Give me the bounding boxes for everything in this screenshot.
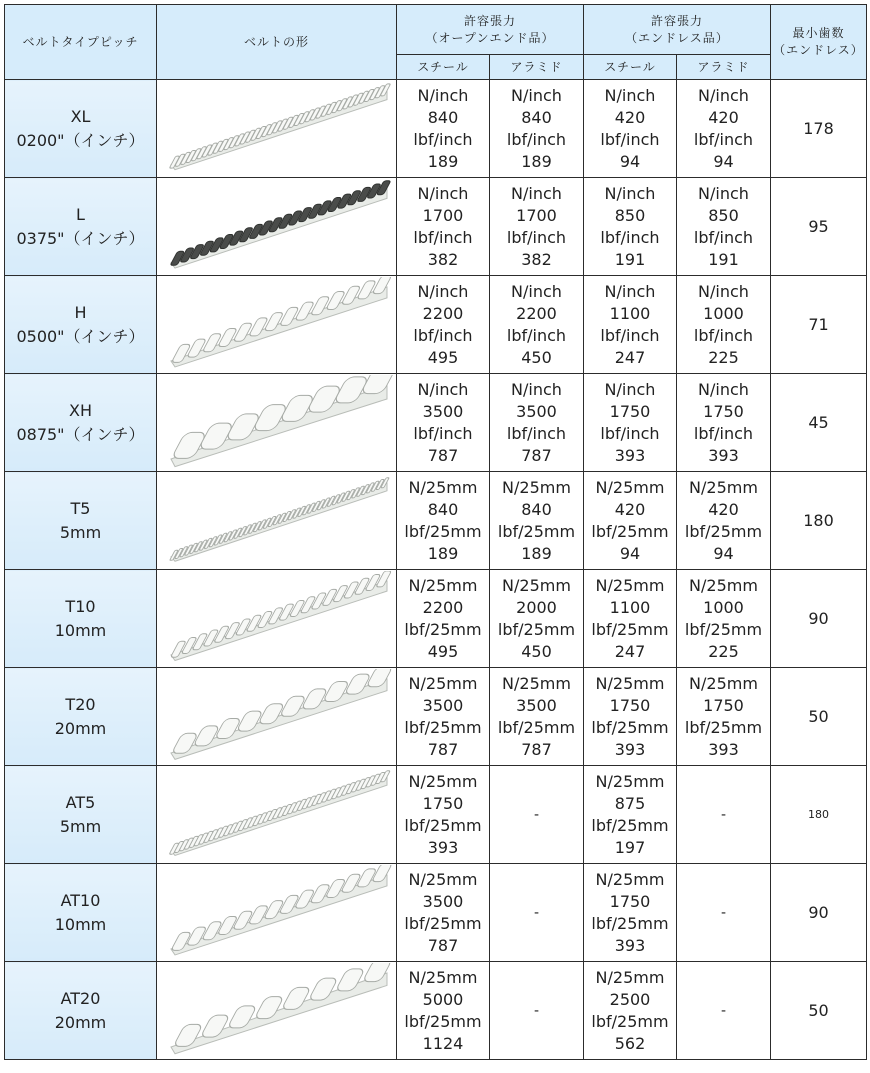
tension-endless-aramid-cell bbox=[677, 766, 771, 864]
belt-type-cell bbox=[5, 80, 157, 178]
belt-shape-cell bbox=[157, 472, 397, 570]
tension-value: N/inch bbox=[417, 85, 469, 105]
tension-value: 787 bbox=[521, 739, 552, 759]
tension-value: 840 bbox=[427, 107, 459, 127]
not-available-dash: - bbox=[533, 1002, 540, 1019]
timing-belt-h-icon bbox=[157, 277, 395, 373]
tension-endless-aramid-cell bbox=[677, 668, 771, 766]
tension-value: lbf/inch bbox=[693, 129, 754, 149]
tension-value: lbf/inch bbox=[600, 325, 660, 345]
belt-type-label: H bbox=[74, 302, 87, 322]
tension-value: 94 bbox=[713, 151, 734, 171]
table-row bbox=[5, 374, 867, 472]
tension-open-steel-cell bbox=[397, 864, 490, 962]
belt-type-cell bbox=[5, 570, 157, 668]
tension-value: 420 bbox=[614, 107, 646, 127]
belt-spec-table bbox=[4, 4, 867, 1060]
tension-value: 393 bbox=[614, 739, 646, 759]
header-tension-open bbox=[397, 5, 584, 55]
tension-value: lbf/inch bbox=[693, 423, 754, 443]
tension-value: lbf/25mm bbox=[591, 521, 669, 541]
tension-value: 450 bbox=[521, 347, 552, 367]
tension-endless-steel-cell bbox=[584, 766, 677, 864]
tension-value: 840 bbox=[521, 499, 552, 519]
min-teeth-cell: 50 bbox=[771, 962, 867, 1060]
belt-pitch-label: 0875"（インチ） bbox=[16, 424, 145, 444]
header-open-steel: スチール bbox=[397, 55, 490, 80]
tension-value: 495 bbox=[427, 641, 459, 661]
tension-value: 2200 bbox=[422, 597, 464, 617]
tension-value: 787 bbox=[427, 445, 459, 465]
tension-endless-steel-cell bbox=[584, 570, 677, 668]
tension-value: 1000 bbox=[703, 597, 744, 617]
tension-value: 191 bbox=[614, 249, 646, 269]
tension-open-aramid-cell bbox=[490, 276, 584, 374]
tension-value: N/inch bbox=[698, 379, 749, 399]
header-tension-endless-line2: （エンドレス品） bbox=[625, 30, 729, 45]
tension-value: 450 bbox=[521, 641, 552, 661]
tension-value: 1750 bbox=[703, 695, 744, 715]
belt-pitch-label: 10mm bbox=[54, 914, 107, 934]
tension-endless-steel-cell bbox=[584, 668, 677, 766]
tension-endless-aramid-cell bbox=[677, 962, 771, 1060]
tension-value: 2000 bbox=[516, 597, 557, 617]
tension-value: 225 bbox=[708, 347, 739, 367]
min-teeth-cell: 45 bbox=[771, 374, 867, 472]
belt-shape-cell bbox=[157, 276, 397, 374]
belt-pitch-label: 0375"（インチ） bbox=[16, 228, 145, 248]
belt-type-label: AT5 bbox=[65, 792, 96, 812]
tension-value: 1100 bbox=[609, 597, 651, 617]
not-available-dash: - bbox=[533, 904, 540, 921]
tension-value: lbf/inch bbox=[600, 129, 660, 149]
tension-value: 1700 bbox=[516, 205, 557, 225]
tension-open-steel-cell bbox=[397, 570, 490, 668]
header-tension-endless bbox=[584, 5, 771, 55]
min-teeth-cell: 180 bbox=[771, 766, 867, 864]
tension-value: 3500 bbox=[422, 401, 464, 421]
tension-open-aramid-cell bbox=[490, 570, 584, 668]
table-row bbox=[5, 766, 867, 864]
tension-open-aramid-cell bbox=[490, 472, 584, 570]
tension-value: 850 bbox=[614, 205, 646, 225]
tension-value: 787 bbox=[427, 935, 459, 955]
belt-pitch-label: 10mm bbox=[54, 620, 107, 640]
tension-value: N/inch bbox=[604, 85, 656, 105]
tension-open-aramid-cell bbox=[490, 668, 584, 766]
tension-value: N/inch bbox=[698, 183, 749, 203]
tension-value: 420 bbox=[708, 107, 739, 127]
belt-pitch-label: 0200"（インチ） bbox=[16, 130, 145, 150]
table-row bbox=[5, 472, 867, 570]
belt-type-cell bbox=[5, 374, 157, 472]
tension-endless-steel-cell bbox=[584, 80, 677, 178]
tension-open-aramid-cell bbox=[490, 374, 584, 472]
tension-value: 1750 bbox=[609, 891, 651, 911]
tension-value: N/25mm bbox=[595, 771, 665, 791]
tension-value: lbf/25mm bbox=[404, 1011, 482, 1031]
tension-value: 189 bbox=[427, 543, 459, 563]
tension-endless-steel-cell bbox=[584, 472, 677, 570]
timing-belt-t10-icon bbox=[157, 571, 395, 667]
tension-value: lbf/25mm bbox=[404, 913, 482, 933]
belt-shape-cell bbox=[157, 570, 397, 668]
tension-value: lbf/25mm bbox=[404, 521, 482, 541]
belt-pitch-label: 5mm bbox=[59, 522, 102, 542]
header-belt-type-pitch: ベルトタイプピッチ bbox=[5, 5, 157, 80]
belt-type-label: T10 bbox=[65, 596, 96, 616]
tension-endless-aramid-cell bbox=[677, 864, 771, 962]
tension-endless-steel-cell bbox=[584, 178, 677, 276]
header-tension-open-line1: 許容張力 bbox=[463, 13, 516, 28]
tension-value: N/inch bbox=[511, 379, 562, 399]
tension-value: lbf/25mm bbox=[591, 815, 669, 835]
tension-value: N/inch bbox=[604, 183, 656, 203]
tension-value: N/25mm bbox=[595, 673, 665, 693]
min-teeth-cell: 90 bbox=[771, 570, 867, 668]
belt-type-cell bbox=[5, 766, 157, 864]
tension-value: lbf/inch bbox=[506, 423, 567, 443]
timing-belt-xh-icon bbox=[157, 375, 395, 471]
tension-value: 225 bbox=[708, 641, 739, 661]
tension-value: lbf/25mm bbox=[497, 717, 576, 737]
tension-value: N/25mm bbox=[689, 673, 758, 693]
timing-belt-at20-icon bbox=[157, 963, 395, 1059]
tension-value: 1000 bbox=[703, 303, 744, 323]
belt-type-label: XH bbox=[69, 400, 92, 420]
tension-value: 189 bbox=[521, 543, 552, 563]
tension-value: lbf/inch bbox=[413, 423, 473, 443]
tension-value: 393 bbox=[708, 739, 739, 759]
header-endless-steel: スチール bbox=[584, 55, 677, 80]
tension-value: 393 bbox=[614, 445, 646, 465]
tension-value: lbf/inch bbox=[693, 227, 754, 247]
tension-value: 495 bbox=[427, 347, 459, 367]
tension-value: 247 bbox=[614, 347, 646, 367]
tension-open-aramid-cell bbox=[490, 962, 584, 1060]
tension-value: lbf/25mm bbox=[684, 619, 763, 639]
tension-open-steel-cell bbox=[397, 766, 490, 864]
not-available-dash: - bbox=[720, 1002, 727, 1019]
tension-value: 840 bbox=[521, 107, 552, 127]
tension-value: lbf/inch bbox=[413, 129, 473, 149]
tension-value: 875 bbox=[614, 793, 646, 813]
header-min-teeth-line2: （エンドレス） bbox=[773, 43, 864, 57]
tension-open-steel-cell bbox=[397, 962, 490, 1060]
tension-value: 94 bbox=[619, 151, 641, 171]
tension-value: 382 bbox=[427, 249, 459, 269]
belt-type-cell bbox=[5, 472, 157, 570]
tension-open-aramid-cell bbox=[490, 766, 584, 864]
tension-value: 393 bbox=[708, 445, 739, 465]
tension-value: lbf/25mm bbox=[497, 521, 576, 541]
tension-value: lbf/25mm bbox=[591, 913, 669, 933]
tension-value: 197 bbox=[614, 837, 646, 857]
timing-belt-at5-icon bbox=[157, 767, 395, 863]
tension-value: lbf/inch bbox=[506, 325, 567, 345]
belt-pitch-label: 20mm bbox=[54, 718, 107, 738]
min-teeth-cell: 90 bbox=[771, 864, 867, 962]
belt-pitch-label: 0500"（インチ） bbox=[16, 326, 145, 346]
tension-value: 189 bbox=[427, 151, 459, 171]
tension-value: 1700 bbox=[422, 205, 464, 225]
min-teeth-cell: 50 bbox=[771, 668, 867, 766]
tension-open-steel-cell bbox=[397, 178, 490, 276]
not-available-dash: - bbox=[533, 806, 540, 823]
tension-endless-steel-cell bbox=[584, 962, 677, 1060]
belt-type-cell bbox=[5, 276, 157, 374]
tension-value: N/inch bbox=[698, 281, 749, 301]
belt-type-label: AT10 bbox=[60, 890, 101, 910]
tension-value: 3500 bbox=[516, 695, 557, 715]
tension-value: N/inch bbox=[511, 281, 562, 301]
tension-value: N/25mm bbox=[502, 575, 571, 595]
tension-value: N/25mm bbox=[595, 575, 665, 595]
tension-value: N/25mm bbox=[595, 869, 665, 889]
tension-open-steel-cell bbox=[397, 668, 490, 766]
tension-endless-aramid-cell bbox=[677, 276, 771, 374]
tension-value: lbf/25mm bbox=[684, 717, 763, 737]
table-row bbox=[5, 570, 867, 668]
min-teeth-cell: 178 bbox=[771, 80, 867, 178]
tension-value: N/25mm bbox=[689, 477, 758, 497]
tension-open-aramid-cell bbox=[490, 864, 584, 962]
belt-type-label: L bbox=[76, 204, 85, 224]
tension-value: lbf/25mm bbox=[404, 815, 482, 835]
tension-value: 1100 bbox=[609, 303, 651, 323]
tension-value: 2200 bbox=[422, 303, 464, 323]
tension-value: N/inch bbox=[698, 85, 749, 105]
tension-endless-steel-cell bbox=[584, 276, 677, 374]
tension-value: N/25mm bbox=[408, 673, 478, 693]
tension-value: 191 bbox=[708, 249, 739, 269]
tension-value: 562 bbox=[614, 1033, 646, 1053]
timing-belt-t5-icon bbox=[157, 473, 395, 569]
header-open-aramid: アラミド bbox=[490, 55, 584, 80]
tension-value: 393 bbox=[427, 837, 459, 857]
tension-value: 1750 bbox=[609, 401, 651, 421]
tension-value: 1750 bbox=[703, 401, 744, 421]
timing-belt-t20-icon bbox=[157, 669, 395, 765]
tension-value: lbf/25mm bbox=[497, 619, 576, 639]
tension-value: 247 bbox=[614, 641, 646, 661]
tension-value: N/25mm bbox=[408, 771, 478, 791]
belt-spec-rows bbox=[5, 80, 867, 1060]
tension-value: lbf/inch bbox=[600, 423, 660, 443]
tension-value: lbf/25mm bbox=[591, 619, 669, 639]
tension-value: N/25mm bbox=[408, 869, 478, 889]
tension-value: 420 bbox=[614, 499, 646, 519]
tension-open-steel-cell bbox=[397, 276, 490, 374]
tension-value: N/25mm bbox=[408, 477, 478, 497]
tension-value: lbf/25mm bbox=[591, 717, 669, 737]
belt-shape-cell bbox=[157, 80, 397, 178]
tension-value: N/inch bbox=[604, 281, 656, 301]
tension-value: 3500 bbox=[422, 891, 464, 911]
timing-belt-l-icon bbox=[157, 179, 395, 275]
tension-value: N/25mm bbox=[408, 967, 478, 987]
table-row bbox=[5, 276, 867, 374]
tension-value: 382 bbox=[521, 249, 552, 269]
belt-type-cell bbox=[5, 178, 157, 276]
belt-type-cell bbox=[5, 864, 157, 962]
belt-shape-cell bbox=[157, 374, 397, 472]
table-row bbox=[5, 178, 867, 276]
tension-value: lbf/inch bbox=[413, 325, 473, 345]
belt-shape-cell bbox=[157, 668, 397, 766]
tension-value: lbf/inch bbox=[600, 227, 660, 247]
tension-value: lbf/25mm bbox=[684, 521, 763, 541]
header-belt-shape: ベルトの形 bbox=[157, 5, 397, 80]
tension-value: lbf/inch bbox=[506, 227, 567, 247]
header-tension-endless-line1: 許容張力 bbox=[650, 13, 703, 28]
belt-type-label: XL bbox=[70, 106, 91, 126]
header-min-teeth bbox=[771, 5, 867, 80]
header-min-teeth-line1: 最小歯数 bbox=[792, 26, 845, 40]
tension-endless-aramid-cell bbox=[677, 178, 771, 276]
tension-value: 3500 bbox=[516, 401, 557, 421]
table-row bbox=[5, 668, 867, 766]
tension-value: 94 bbox=[713, 543, 734, 563]
tension-value: 850 bbox=[708, 205, 739, 225]
tension-value: lbf/25mm bbox=[591, 1011, 669, 1031]
tension-value: 2200 bbox=[516, 303, 557, 323]
tension-value: N/inch bbox=[417, 183, 469, 203]
tension-value: N/25mm bbox=[408, 575, 478, 595]
belt-pitch-label: 20mm bbox=[54, 1012, 107, 1032]
belt-type-label: AT20 bbox=[60, 988, 101, 1008]
tension-value: 1124 bbox=[422, 1033, 464, 1053]
tension-value: N/25mm bbox=[502, 477, 571, 497]
belt-type-label: T5 bbox=[70, 498, 91, 518]
tension-value: lbf/inch bbox=[506, 129, 567, 149]
timing-belt-at10-icon bbox=[157, 865, 395, 961]
tension-value: N/inch bbox=[604, 379, 656, 399]
tension-value: 189 bbox=[521, 151, 552, 171]
header-endless-aramid: アラミド bbox=[677, 55, 771, 80]
tension-value: 5000 bbox=[422, 989, 464, 1009]
tension-open-steel-cell bbox=[397, 472, 490, 570]
tension-value: 3500 bbox=[422, 695, 464, 715]
belt-shape-cell bbox=[157, 962, 397, 1060]
belt-type-label: T20 bbox=[65, 694, 96, 714]
belt-type-cell bbox=[5, 668, 157, 766]
not-available-dash: - bbox=[720, 806, 727, 823]
tension-endless-aramid-cell bbox=[677, 374, 771, 472]
belt-shape-cell bbox=[157, 766, 397, 864]
tension-endless-steel-cell bbox=[584, 374, 677, 472]
tension-value: lbf/inch bbox=[693, 325, 754, 345]
tension-value: N/25mm bbox=[595, 477, 665, 497]
header-tension-open-line2: （オープンエンド品） bbox=[425, 30, 555, 45]
tension-value: 420 bbox=[708, 499, 739, 519]
tension-value: 787 bbox=[521, 445, 552, 465]
tension-value: 840 bbox=[427, 499, 459, 519]
timing-belt-xl-icon bbox=[157, 81, 395, 177]
min-teeth-cell: 180 bbox=[771, 472, 867, 570]
not-available-dash: - bbox=[720, 904, 727, 921]
tension-value: N/inch bbox=[511, 85, 562, 105]
min-teeth-cell: 71 bbox=[771, 276, 867, 374]
table-row bbox=[5, 962, 867, 1060]
tension-endless-steel-cell bbox=[584, 864, 677, 962]
tension-value: N/25mm bbox=[689, 575, 758, 595]
tension-value: 2500 bbox=[609, 989, 651, 1009]
tension-value: N/inch bbox=[511, 183, 562, 203]
tension-endless-aramid-cell bbox=[677, 570, 771, 668]
belt-pitch-label: 5mm bbox=[59, 816, 102, 836]
tension-open-aramid-cell bbox=[490, 178, 584, 276]
tension-value: N/25mm bbox=[595, 967, 665, 987]
tension-value: N/inch bbox=[417, 379, 469, 399]
min-teeth-cell: 95 bbox=[771, 178, 867, 276]
table-row bbox=[5, 864, 867, 962]
tension-value: 94 bbox=[619, 543, 641, 563]
tension-endless-aramid-cell bbox=[677, 472, 771, 570]
tension-open-steel-cell bbox=[397, 374, 490, 472]
tension-value: N/inch bbox=[417, 281, 469, 301]
tension-open-aramid-cell bbox=[490, 80, 584, 178]
tension-value: lbf/inch bbox=[413, 227, 473, 247]
tension-endless-aramid-cell bbox=[677, 80, 771, 178]
belt-shape-cell bbox=[157, 864, 397, 962]
tension-value: lbf/25mm bbox=[404, 619, 482, 639]
table-row bbox=[5, 80, 867, 178]
belt-type-cell bbox=[5, 962, 157, 1060]
tension-value: 787 bbox=[427, 739, 459, 759]
tension-value: lbf/25mm bbox=[404, 717, 482, 737]
tension-value: N/25mm bbox=[502, 673, 571, 693]
tension-value: 1750 bbox=[609, 695, 651, 715]
tension-open-steel-cell bbox=[397, 80, 490, 178]
belt-shape-cell bbox=[157, 178, 397, 276]
tension-value: 393 bbox=[614, 935, 646, 955]
tension-value: 1750 bbox=[422, 793, 464, 813]
